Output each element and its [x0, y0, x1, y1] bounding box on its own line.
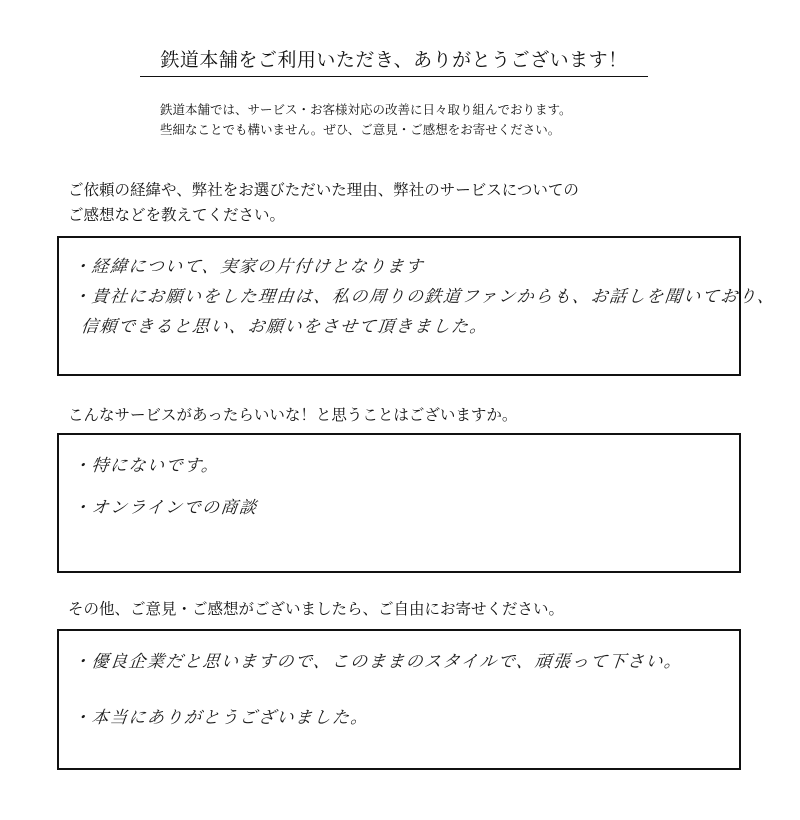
question-1-line-1: ご依頼の経緯や、弊社をお選びただいた理由、弊社のサービスについての	[68, 181, 579, 199]
answer-3-line-2: ・本当にありがとうございました。	[71, 708, 371, 728]
answer-1-line-1: ・経緯について、実家の片付けとなります	[71, 257, 425, 277]
question-2-line-1: こんなサービスがあったらいいな！と思うことはございますか。	[68, 406, 518, 424]
answer-2-line-2: ・オンラインでの商談	[71, 498, 259, 518]
answer-box-2	[57, 433, 741, 573]
question-3-line-1: その他、ご意見・ご感想がございましたら、ご自由にお寄せください。	[68, 600, 565, 618]
answer-3-line-1: ・優良企業だと思いますので、このままのスタイルで、頑張って下さい。	[71, 652, 684, 672]
page-title: 鉄道本舗をご利用いただき、ありがとうございます！	[160, 49, 628, 71]
answer-box-3	[57, 629, 741, 770]
answer-1-line-2: ・貴社にお願いをした理由は、私の周りの鉄道ファンからも、お話しを聞いており、	[71, 287, 777, 307]
answer-1-line-3: 信頼できると思い、お願いをさせて頂きました。	[79, 317, 490, 337]
answer-2-line-1: ・特にないです。	[71, 456, 221, 476]
intro-line-1: 鉄道本舗では、サービス・お客様対応の改善に日々取り組んでおります。	[160, 102, 572, 117]
answer-box-1	[57, 236, 777, 376]
intro-line-2: 些細なことでも構いません。ぜひ、ご意見・ご感想をお寄せください。	[160, 122, 561, 137]
title-underline	[140, 76, 648, 77]
question-1-line-2: ご感想などを教えてください。	[68, 206, 286, 224]
